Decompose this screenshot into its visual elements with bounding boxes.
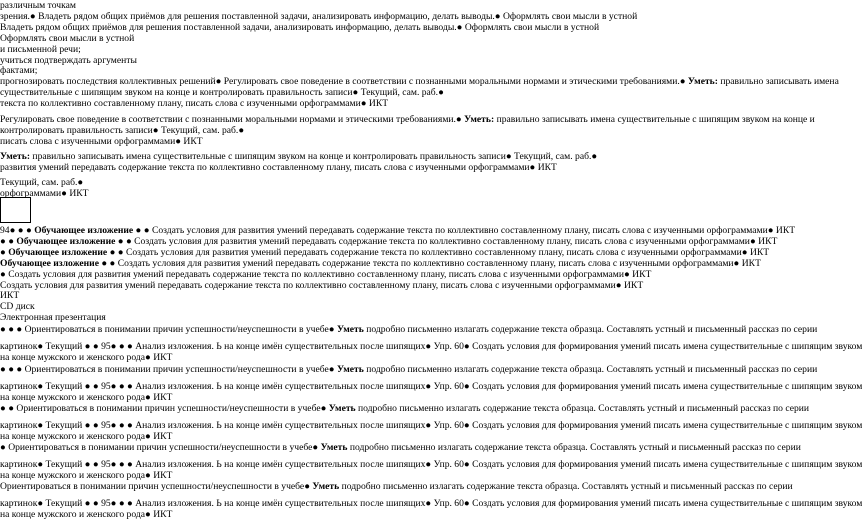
text-line: контролировать правильность записи● Текущий, сам. раб.● bbox=[0, 125, 245, 136]
text-line: ● ● ● Ориентироваться в понимании причин успешности/неуспешности в учебе● Уметь подробно письменно излагать содержание текста образца. Составлять устный и письменный рассказ по серии bbox=[0, 324, 818, 335]
text-line: существительные с шипящим звуком на конце и контролировать правильность записи● Текущий, сам. раб.● bbox=[0, 87, 444, 98]
text-line: ● Создать условия для развития умений передавать содержание текста по коллективно составленному плану, писать слова с изученными орфограммами● ИКТ bbox=[0, 269, 652, 280]
text-line: прогнозировать последствия коллективных решений● Регулировать свое поведение в соответствии с познанными моральными нормами и этическими требованиями.● Уметь: правильно записывать имена bbox=[0, 76, 839, 87]
text-line: Владеть рядом общих приёмов для решения поставленной задачи, анализировать информацию, делать выводы.● Оформлять свои мысли в устной bbox=[0, 22, 600, 33]
bold-label: Уметь: bbox=[464, 114, 495, 125]
text-line: Электронная презентация bbox=[0, 312, 106, 323]
bold-label: Уметь bbox=[320, 442, 348, 453]
text-line: Уметь: правильно записывать имена существительные с шипящим звуком на конце и контролировать правильность записи● Текущий, сам. раб.● bbox=[0, 151, 598, 162]
text-line: ● Ориентироваться в понимании причин успешности/неуспешности в учебе● Уметь подробно письменно излагать содержание текста образца. Составлять устный и письменный рассказ по серии bbox=[0, 442, 801, 453]
text-line: ● Обучающее изложение ● ● Создать условия для развития умений передавать содержание текста по коллективно составленному плану, писать слова с изученными орфограммами● ИКТ bbox=[0, 247, 770, 258]
text-line: ● ● Ориентироваться в понимании причин успешности/неуспешности в учебе● Уметь подробно письменно излагать содержание текста образца. Составлять устный и письменный рассказ по серии bbox=[0, 403, 810, 414]
text-line: картинок● Текущий ● ● 95● ● ● Анализ изложения. Ь на конце имён существительных после шипящих● Упр. 60● Создать условия для формирования умений писать имена существительные с шипящим звуком bbox=[0, 381, 862, 392]
text-line: Обучающее изложение ● ● Создать условия для развития умений передавать содержание текста по коллективно составленному плану, писать слова с изученными орфограммами● ИКТ bbox=[0, 258, 761, 269]
text-line: CD диск bbox=[0, 301, 35, 312]
text-line: на конце мужского и женского рода● ИКТ bbox=[0, 392, 173, 403]
text-line: зрения.● Владеть рядом общих приёмов для решения поставленной задачи, анализировать информацию, делать выводы.● Оформлять свои мысли в устной bbox=[0, 11, 638, 22]
text-line: картинок● Текущий ● ● 95● ● ● Анализ изложения. Ь на конце имён существительных после шипящих● Упр. 60● Создать условия для формирования умений писать имена существительные с шипящим звуком bbox=[0, 420, 862, 431]
text-line: Оформлять свои мысли в устной bbox=[0, 33, 135, 44]
text-line: на конце мужского и женского рода● ИКТ bbox=[0, 431, 173, 442]
text-line: картинок● Текущий ● ● 95● ● ● Анализ изложения. Ь на конце имён существительных после шипящих● Упр. 60● Создать условия для формирования умений писать имена существительные с шипящим звуком bbox=[0, 498, 862, 509]
bold-label: Обучающее изложение bbox=[16, 236, 116, 247]
text-line: Ориентироваться в понимании причин успешности/неуспешности в учебе● Уметь подробно письменно излагать содержание текста образца. Составлять устный и письменный рассказ по серии bbox=[0, 481, 793, 492]
bold-label: Уметь bbox=[336, 364, 364, 375]
bold-label: Уметь: bbox=[0, 151, 31, 162]
bold-label: Уметь bbox=[312, 481, 340, 492]
text-line: ● ● Обучающее изложение ● ● Создать условия для развития умений передавать содержание текста по коллективно составленному плану, писать слова с изученными орфограммами● ИКТ bbox=[0, 236, 778, 247]
text-line: картинок● Текущий ● ● 95● ● ● Анализ изложения. Ь на конце имён существительных после шипящих● Упр. 60● Создать условия для формирования умений писать имена существительные с шипящим звуком bbox=[0, 459, 862, 470]
bold-label: Обучающее изложение bbox=[8, 247, 108, 258]
text-line: Текущий, сам. раб.● bbox=[0, 177, 84, 188]
bold-label: Уметь bbox=[328, 403, 356, 414]
bold-label: Обучающее изложение bbox=[34, 225, 134, 236]
text-line: орфограммами● ИКТ bbox=[0, 188, 89, 199]
text-line: фактами; bbox=[0, 65, 38, 76]
text-line: ИКТ bbox=[0, 290, 20, 301]
text-line: Создать условия для развития умений передавать содержание текста по коллективно составленному плану, писать слова с изученными орфограммами● ИКТ bbox=[0, 280, 644, 291]
text-line: картинок● Текущий ● ● 95● ● ● Анализ изложения. Ь на конце имён существительных после шипящих● Упр. 60● Создать условия для формирования умений писать имена существительные с шипящим звуком bbox=[0, 341, 862, 352]
bold-label: Обучающее изложение bbox=[0, 258, 99, 269]
text-line: различным точкам bbox=[0, 0, 76, 11]
text-line: Регулировать свое поведение в соответствии с познанными моральными нормами и этическими требованиями.● Уметь: правильно записывать имена существительные с шипящим звуком на конце и bbox=[0, 114, 815, 125]
text-line: на конце мужского и женского рода● ИКТ bbox=[0, 352, 173, 363]
text-line: ● ● ● Ориентироваться в понимании причин успешности/неуспешности в учебе● Уметь подробно письменно излагать содержание текста образца. Составлять устный и письменный рассказ по серии bbox=[0, 364, 818, 375]
text-line: текста по коллективно составленному плану, писать слова с изученными орфограммами● ИКТ bbox=[0, 98, 389, 109]
empty-frame bbox=[0, 197, 31, 223]
text-line: 94● ● ● Обучающее изложение ● ● Создать условия для развития умений передавать содержание текста по коллективно составленному плану, писать слова с изученными орфограммами● ИКТ bbox=[0, 225, 796, 236]
text-line: на конце мужского и женского рода● ИКТ bbox=[0, 470, 173, 481]
text-line: и письменной речи; bbox=[0, 44, 81, 55]
text-line: на конце мужского и женского рода● ИКТ bbox=[0, 509, 173, 520]
text-line: писать слова с изученными орфограммами● ИКТ bbox=[0, 136, 203, 147]
bold-label: Уметь bbox=[336, 324, 364, 335]
text-line: развития умений передавать содержание текста по коллективно составленному плану, писать слова с изученными орфограммами● ИКТ bbox=[0, 162, 557, 173]
bold-label: Уметь: bbox=[687, 76, 718, 87]
text-line: учиться подтверждать аргументы bbox=[0, 55, 137, 66]
